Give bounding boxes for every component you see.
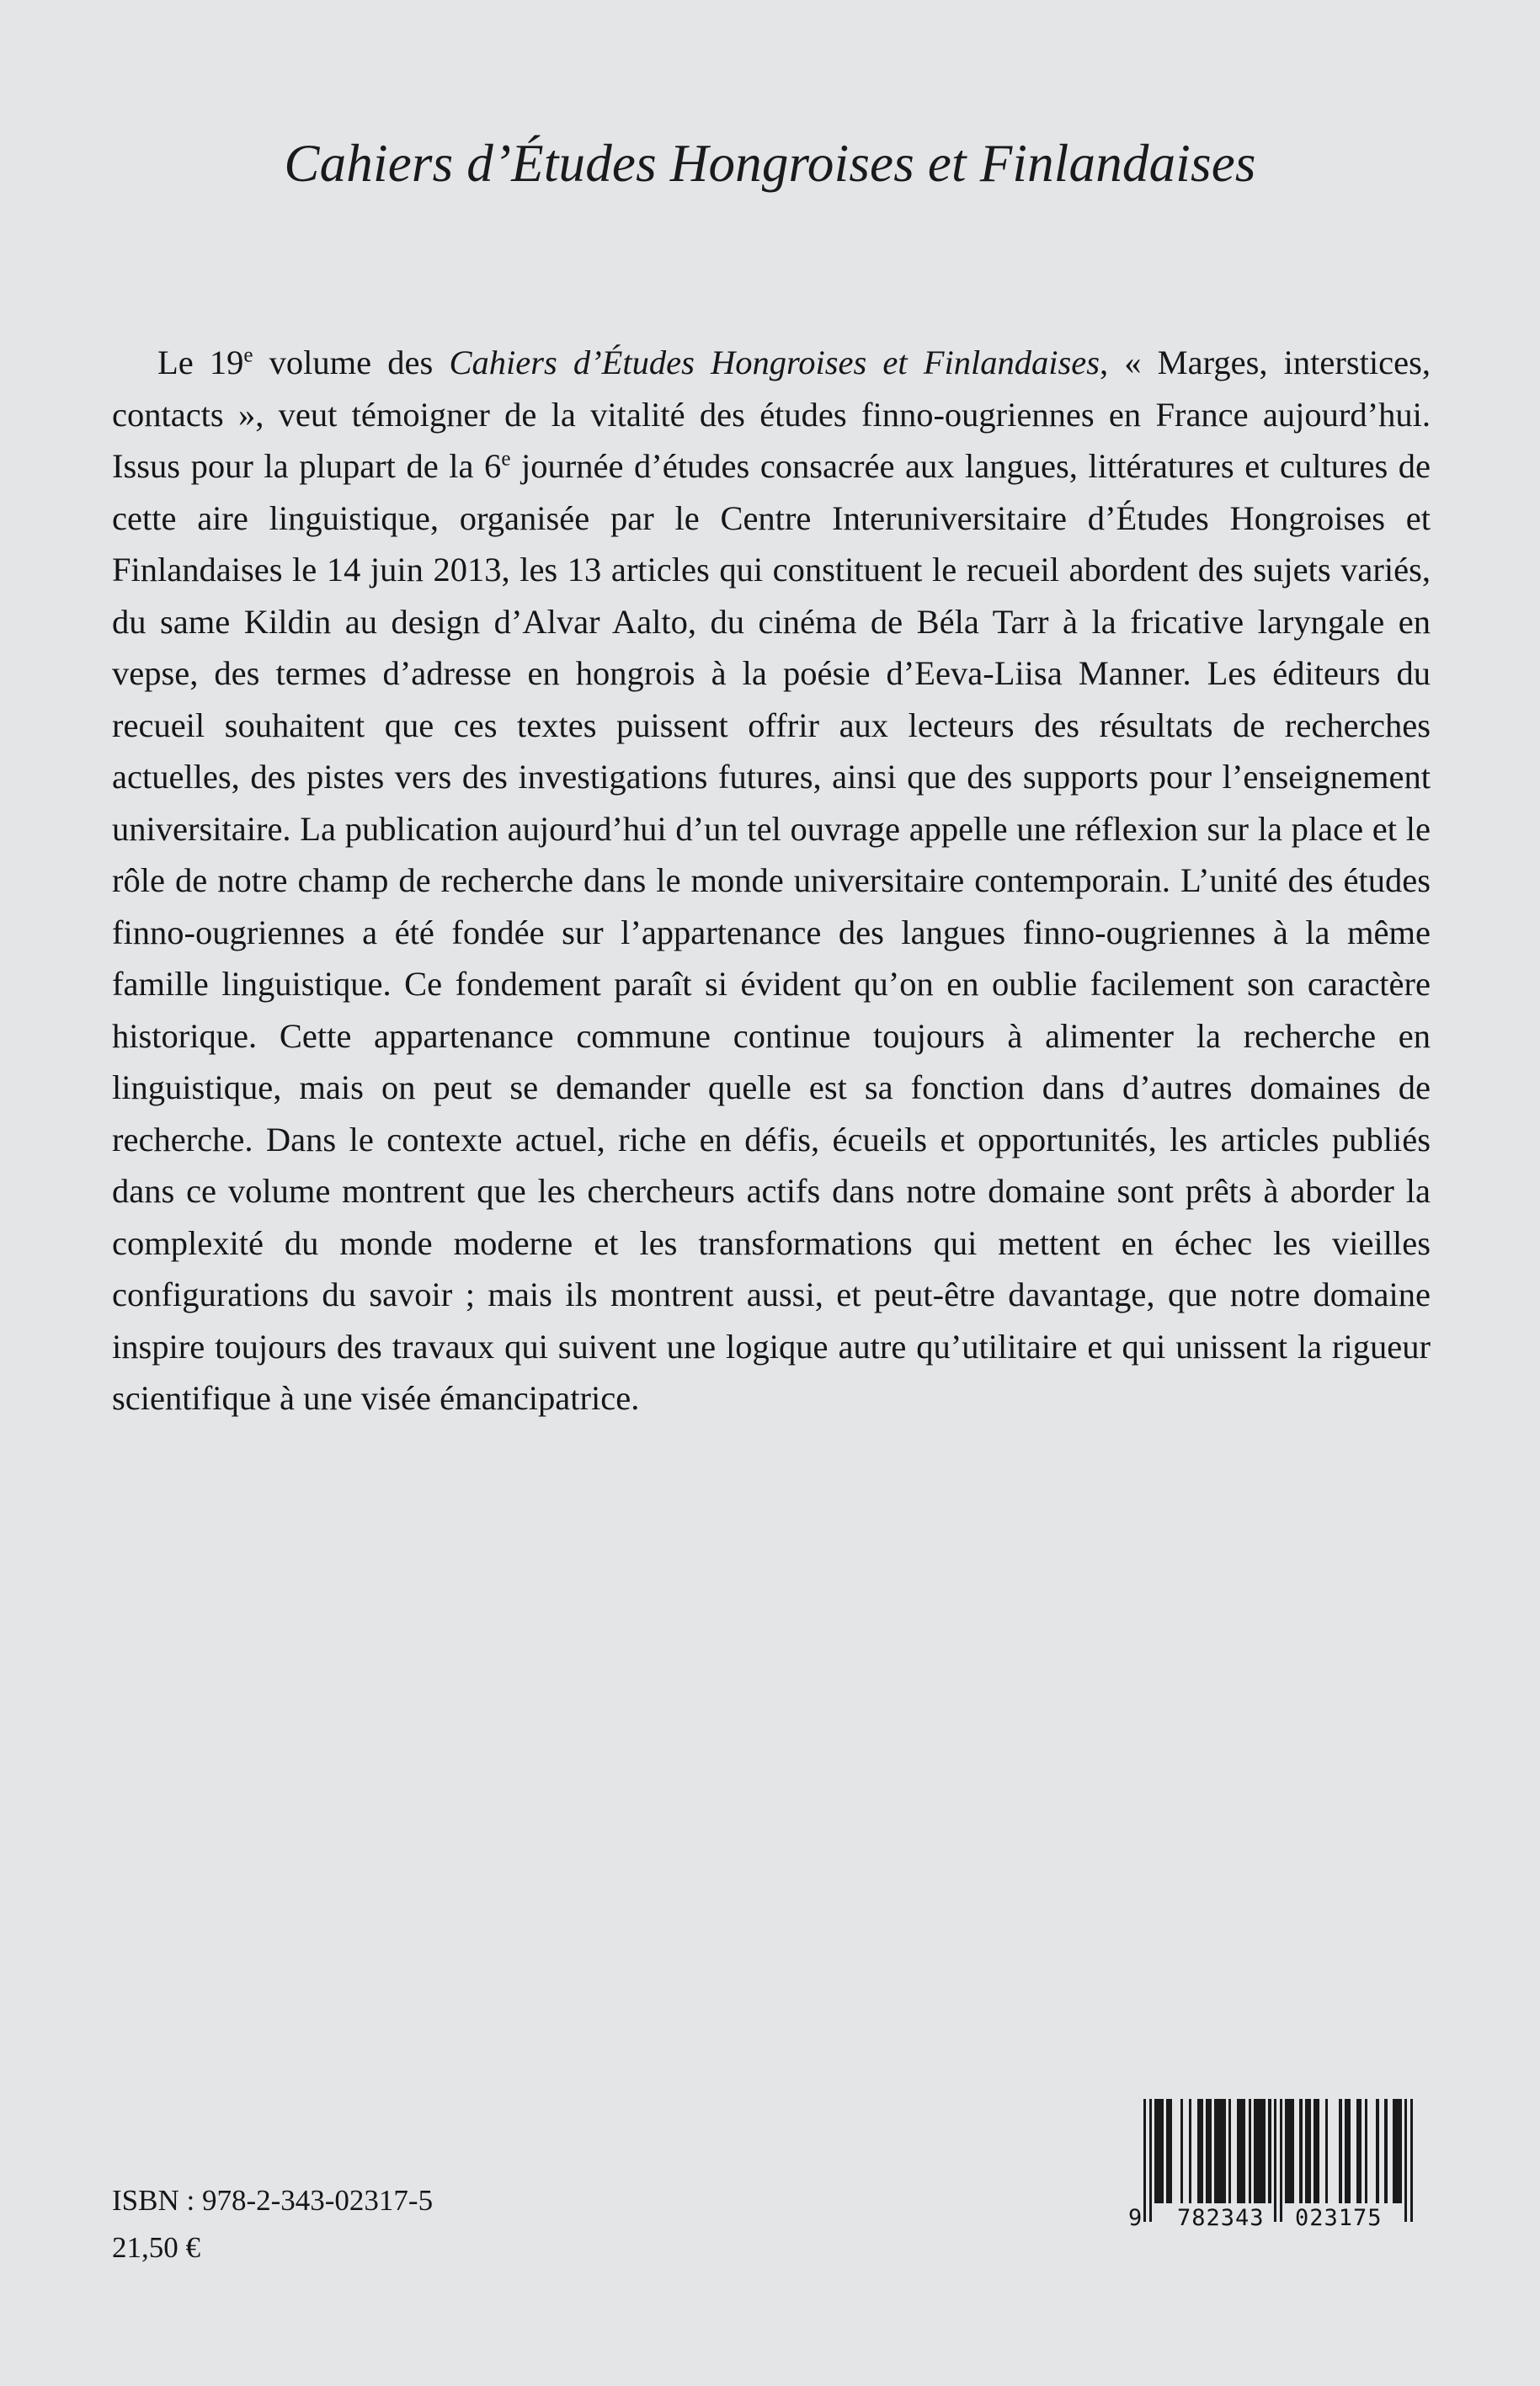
barcode-bar	[1197, 2099, 1203, 2203]
barcode-bar	[1189, 2099, 1191, 2203]
blurb-paragraph: Le 19e volume des Cahiers d’Études Hongroises et Finlandaises, « Marges, interstices, contacts », veut témoigner de la vitalité des études finno-ougriennes en France aujourd’hui. Issus pour la plupart de la 6e journée d’études consacrée aux langues, littératures et cultures de cette aire linguistique, organisée par le Centre Interuniversitaire d’Études Hongroises et Finlandaises le 14 juin 2013, les 13 articles qui constituent le recueil abordent des sujets variés, du same Kildin au design d’Alvar Aalto, du cinéma de Béla Tarr à la fricative laryngale en vepse, des termes d’adresse en hongrois à la poésie d’Eeva-Liisa Manner. Les éditeurs du recueil souhaitent que ces textes puissent offrir aux lecteurs des résultats de recherches actuelles, des pistes vers des investigations futures, ainsi que des supports pour l’enseignement universitaire. La publication aujourd’hui d’un tel ouvrage appelle une réflexion sur la place et le rôle de notre champ de recherche dans le monde universitaire contemporain. L’unité des études finno-ougriennes a été fondée sur l’appartenance des langues finno-ougriennes à la même famille linguistique. Ce fondement paraît si évident qu’on en oublie facilement son caractère historique. Cette appartenance commune continue toujours à alimenter la recherche en linguistique, mais on peut se demander quelle est sa fonction dans d’autres domaines de recherche. Dans le contexte actuel, riche en défis, écueils et opportunités, les articles publiés dans ce volume montrent que les chercheurs actifs dans notre domaine sont prêts à aborder la complexité du monde moderne et les transformations qui mettent en échec les vieilles configurations du savoir ; mais ils montrent aussi, et peut-être davantage, que notre domaine inspire toujours des travaux qui suivent une logique autre qu’utilitaire et qui unissent la rigueur scientifique à une visée émancipatrice.	[112, 344, 1431, 1417]
isbn-text: ISBN : 978-2-343-02317-5	[112, 2184, 434, 2217]
barcode-bar	[1393, 2099, 1401, 2203]
barcode-bar	[1376, 2099, 1378, 2203]
barcode-bar	[1345, 2099, 1351, 2203]
barcode-bar	[1285, 2099, 1293, 2203]
barcode-bar	[1249, 2099, 1251, 2203]
barcode-bar	[1384, 2099, 1387, 2203]
footer-info	[112, 2177, 433, 2271]
barcode-bar	[1305, 2099, 1311, 2203]
barcode-digits	[1128, 2203, 1413, 2234]
barcode-bar	[1166, 2099, 1172, 2203]
barcode-bar	[1325, 2099, 1328, 2203]
barcode-bar	[1237, 2099, 1245, 2203]
barcode-bars	[1143, 2099, 1413, 2203]
ordinal-superscript: e	[501, 447, 511, 471]
barcode-bar	[1268, 2099, 1271, 2203]
page-title: Cahiers d’Études Hongroises et Finlandaises	[284, 134, 1256, 193]
barcode-bar	[1180, 2099, 1183, 2203]
barcode-bar	[1356, 2099, 1362, 2203]
barcode-lead-digit: 9	[1128, 2205, 1143, 2231]
blurb-text	[112, 337, 1431, 1425]
ordinal-superscript: e	[243, 344, 253, 367]
barcode-bar	[1365, 2099, 1367, 2203]
price-text: 21,50 €	[112, 2231, 200, 2264]
barcode-left-group: 782343	[1177, 2205, 1265, 2231]
barcode-bar	[1314, 2099, 1319, 2203]
barcode-bar	[1154, 2099, 1163, 2203]
blurb-italic-title: Cahiers d’Études Hongroises et Finlandaises	[449, 344, 1100, 381]
barcode-bar	[1299, 2099, 1302, 2203]
ean13-barcode	[1128, 2099, 1413, 2236]
barcode-bar	[1214, 2099, 1225, 2203]
barcode-bar	[1254, 2099, 1265, 2203]
barcode-bar	[1228, 2099, 1231, 2203]
barcode-bar	[1339, 2099, 1341, 2203]
barcode-bar	[1206, 2099, 1212, 2203]
barcode-right-group: 023175	[1295, 2205, 1383, 2231]
